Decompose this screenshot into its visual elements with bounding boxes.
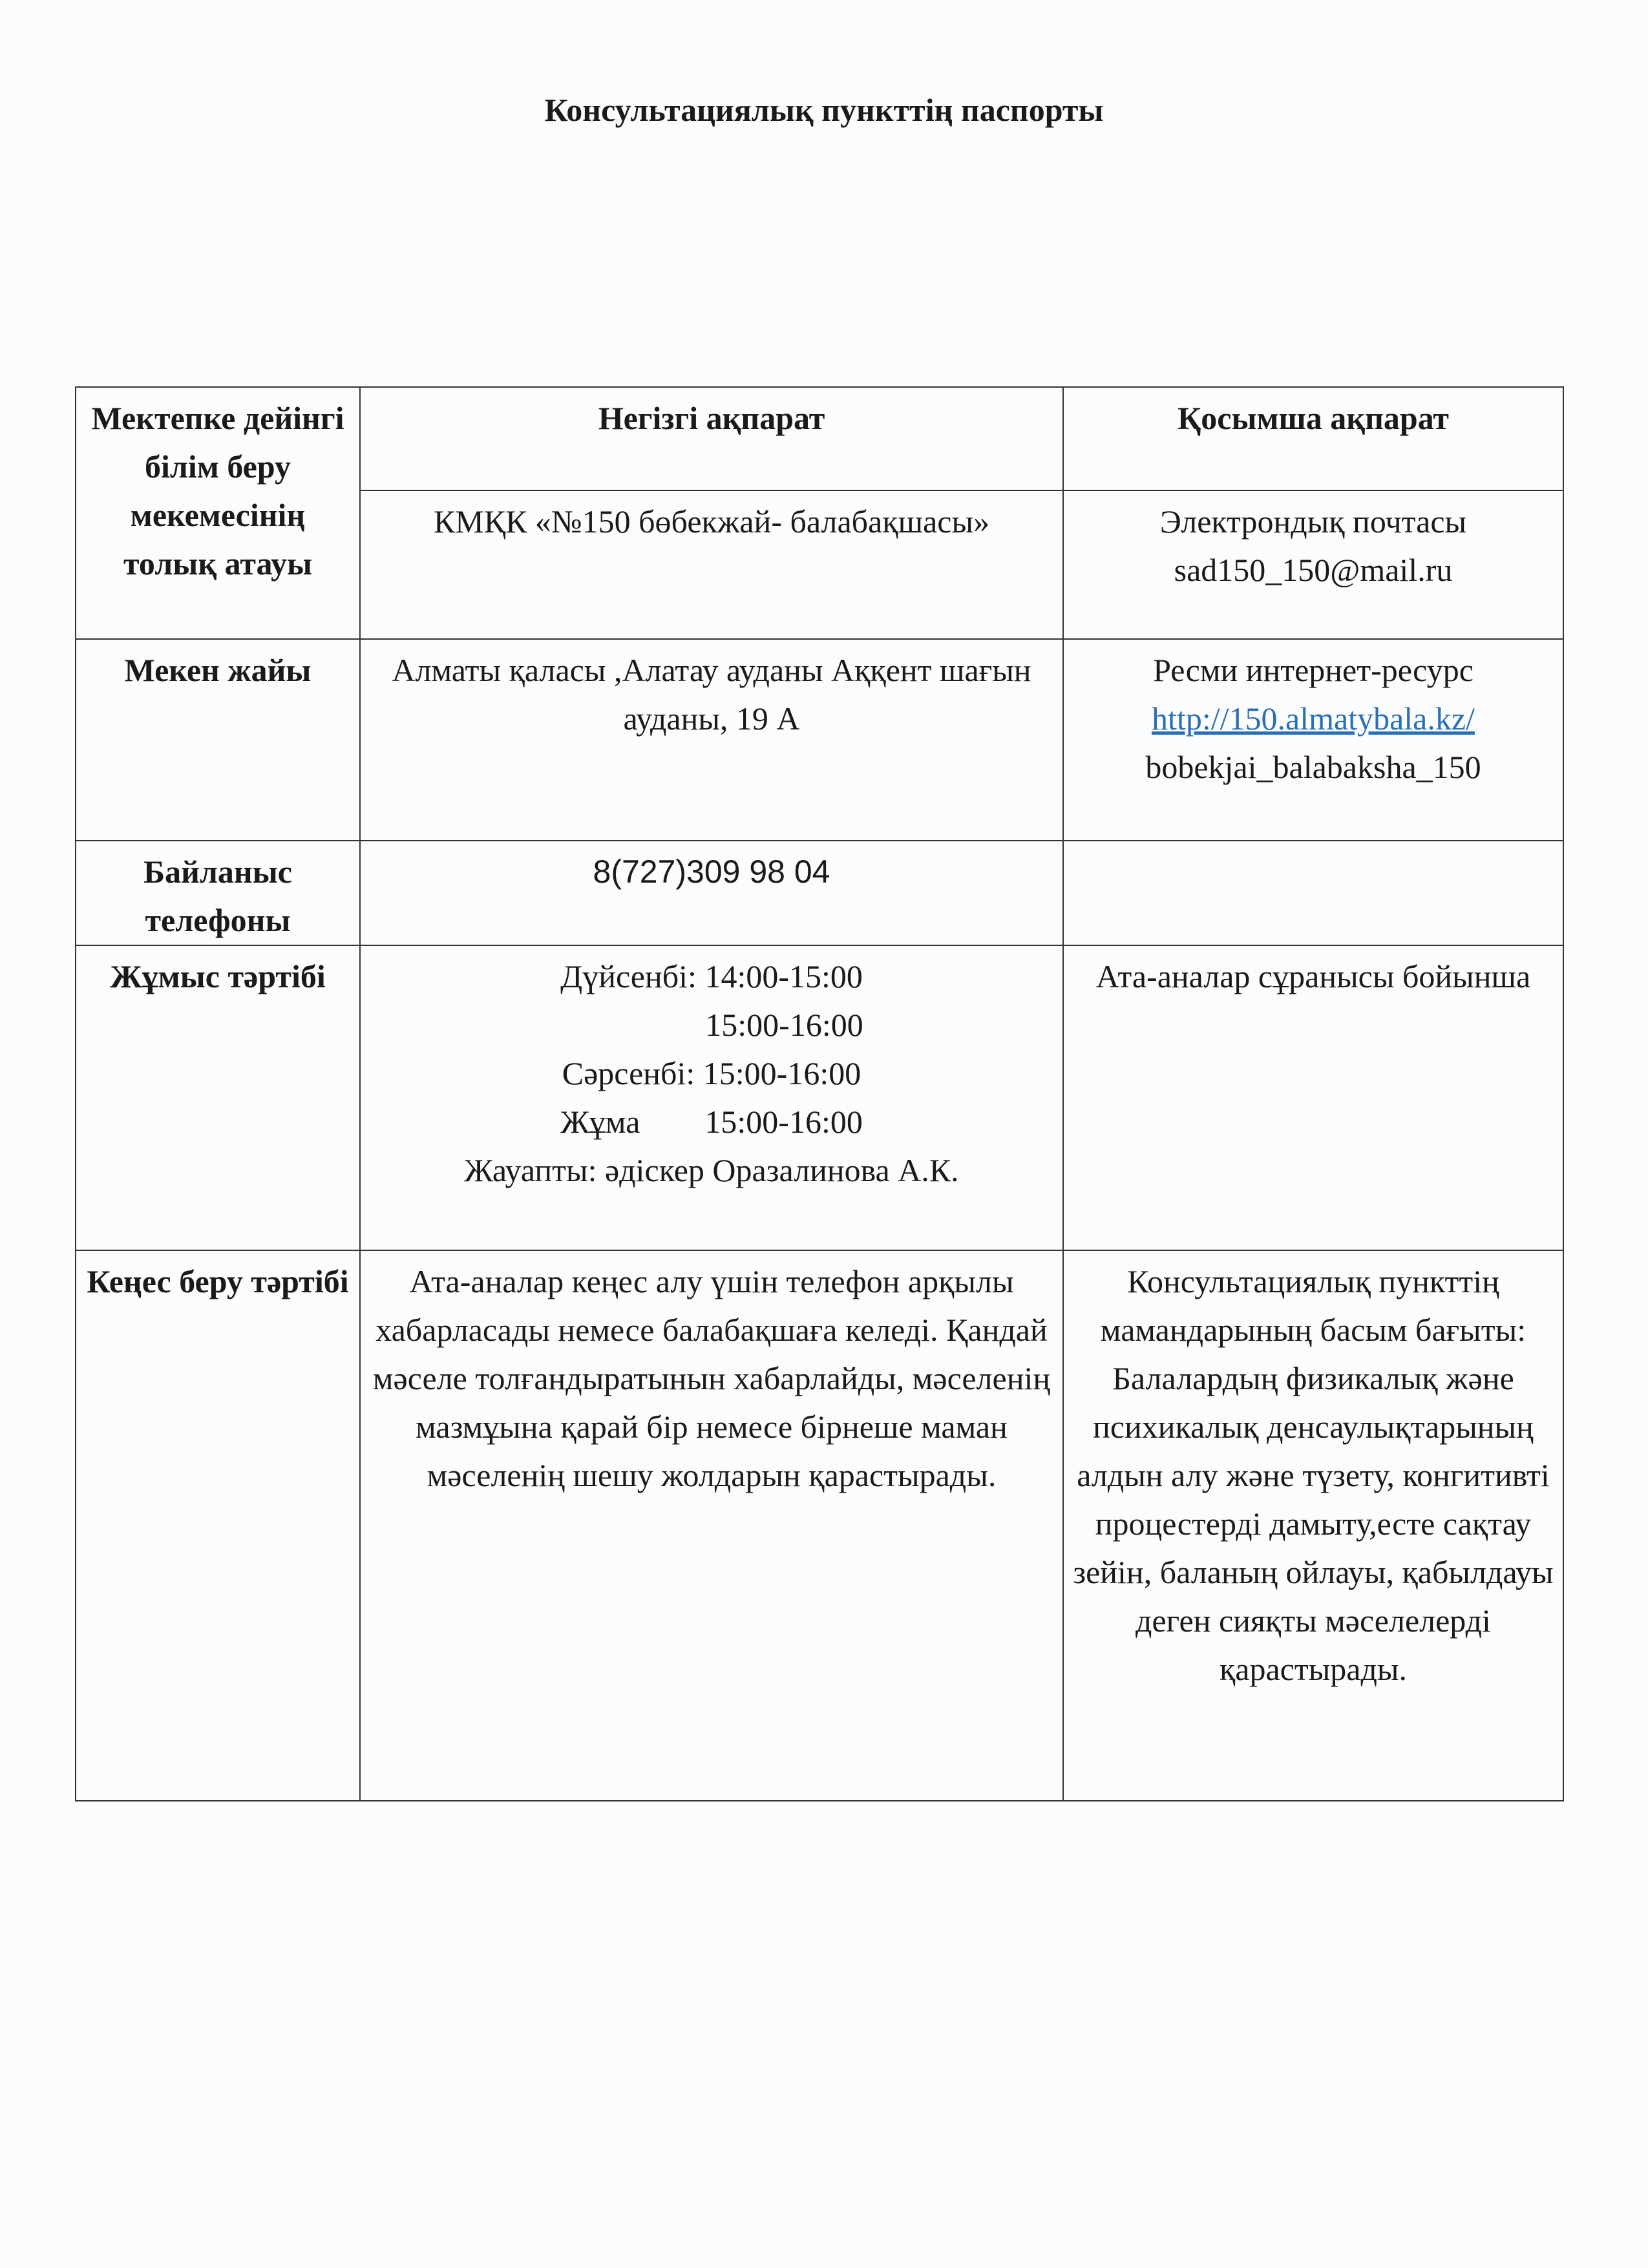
cell-address-extra <box>1063 639 1563 841</box>
schedule-friday: Жұма 15:00-16:00 <box>560 1104 863 1140</box>
cell-phone-main: 8(727)309 98 04 <box>360 841 1063 945</box>
page-title: Консультациялық пункттің паспорты <box>544 92 1104 128</box>
cell-name-extra <box>1063 490 1563 639</box>
cell-phone-label: Байланыс телефоны <box>76 841 360 945</box>
table-row-schedule <box>76 945 1563 1250</box>
schedule-monday-second: 15:00-16:00 <box>705 1007 863 1043</box>
cell-address-label: Мекен жайы <box>76 639 360 841</box>
cell-consult-extra: Консультациялық пункттің мамандарының басым бағыты: Балалардың физикалық және психикалық денсаулықтарының алдын алу және түзету, конгитивті процестерді дамыту,есте сақтау зейін, баланың ойлауы, қабылдауы деген сияқты мәселелерді қарастырады. <box>1063 1250 1563 1801</box>
cell-schedule-label: Жұмыс тәртібі <box>76 945 360 1250</box>
header-extra-info: Қосымша ақпарат <box>1063 387 1563 490</box>
table-row-phone <box>76 841 1563 945</box>
cell-name-label: Мектепке дейінгі білім беру мекемесінің толық атауы <box>76 387 360 639</box>
table-row-header <box>76 387 1563 490</box>
email-value: sad150_150@mail.ru <box>1174 552 1453 588</box>
cell-schedule-main <box>360 945 1063 1250</box>
cell-consult-main: Ата-аналар кеңес алу үшін телефон арқылы хабарласады немесе балабақшаға келеді. Қандай мәселе толғандыратынын хабарлайды, мәселенің мазмұына қарай бір немесе бірнеше маман мәселенің шешу жолдарын қарастырады. <box>360 1250 1063 1801</box>
passport-table <box>75 386 1564 1801</box>
website-handle: bobekjai_balabaksha_150 <box>1145 749 1481 785</box>
website-link[interactable]: http://150.almatybala.kz/ <box>1152 700 1475 737</box>
schedule-wednesday: Сәрсенбі: 15:00-16:00 <box>562 1055 861 1091</box>
schedule-monday: Дүйсенбі: 14:00-15:00 <box>560 958 863 994</box>
email-label: Электрондық почтасы <box>1159 503 1467 540</box>
cell-consult-label: Кеңес беру тәртібі <box>76 1250 360 1801</box>
cell-address-main: Алматы қаласы ,Алатау ауданы Аққент шағын ауданы, 19 А <box>360 639 1063 841</box>
schedule-responsible: Жауапты: әдіскер Оразалинова А.К. <box>464 1152 959 1188</box>
table-row-address <box>76 639 1563 841</box>
table-row-consult <box>76 1250 1563 1801</box>
cell-schedule-extra: Ата-аналар сұранысы бойынша <box>1063 945 1563 1250</box>
cell-name-main: КМҚК «№150 бөбекжай- балабақшасы» <box>360 490 1063 639</box>
website-label: Ресми интернет-ресурс <box>1153 652 1474 688</box>
cell-phone-extra <box>1063 841 1563 945</box>
header-main-info: Негізгі ақпарат <box>360 387 1063 490</box>
